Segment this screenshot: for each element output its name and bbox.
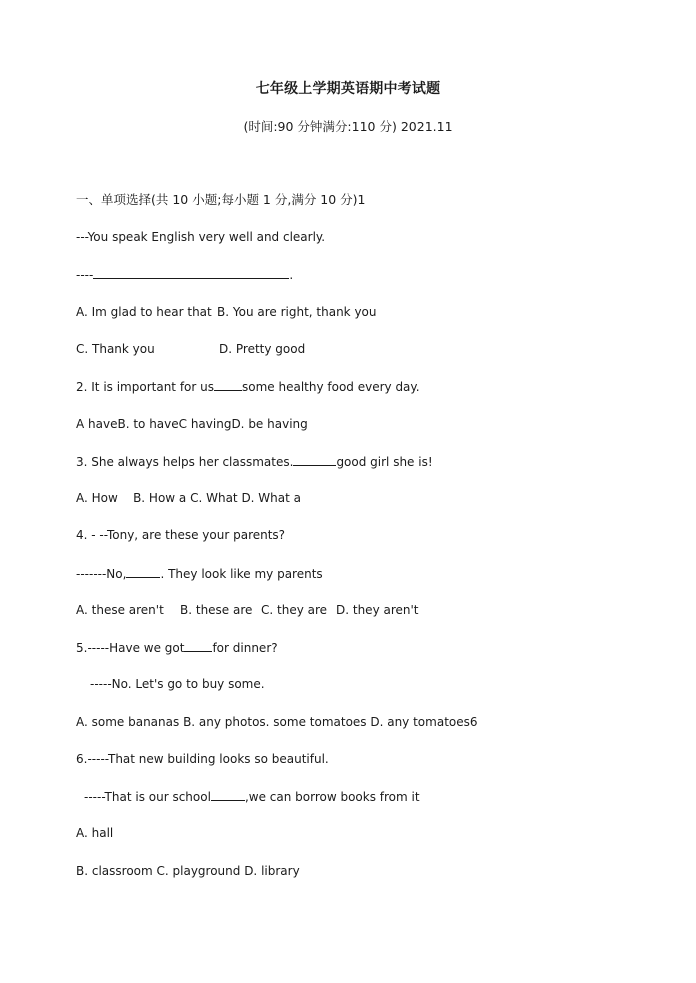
q5-stem xyxy=(76,639,278,656)
q3-stem-after: good girl she is! xyxy=(336,455,433,469)
q5-answer-blank xyxy=(184,639,212,652)
q4-stem: 4. - --Tony, are these your parents? xyxy=(76,528,286,542)
q1-option-a: A. Im glad to hear that xyxy=(76,305,212,319)
q1-response-line xyxy=(76,266,293,283)
q2-stem-after: some healthy food every day. xyxy=(242,380,420,394)
q1-option-b: B. You are right, thank you xyxy=(217,305,377,319)
q4-response-after: . They look like my parents xyxy=(160,567,323,581)
q6-response-before: -----That is our school xyxy=(84,790,211,804)
q3-options: A. How B. How a C. What D. What a xyxy=(76,491,302,505)
q3-stem-before: 3. She always helps her classmates. xyxy=(76,455,294,469)
q1-option-c: C. Thank you xyxy=(76,342,155,356)
q1-options-row1 xyxy=(76,304,377,320)
q4-options xyxy=(76,602,419,618)
section-heading: 一、单项选择(共 10 小题;每小题 1 分,满分 10 分)1 xyxy=(76,192,366,207)
q4-option-a: A. these aren't xyxy=(76,603,164,617)
q1-answer-blank xyxy=(93,266,289,279)
q2-stem-before: 2. It is important for us xyxy=(76,380,214,394)
q6-options: B. classroom C. playground D. library xyxy=(76,864,300,878)
q1-response-suffix: . xyxy=(289,268,294,282)
q5-options: A. some bananas B. any photos. some tomatoes D. any tomatoes6 xyxy=(76,715,478,729)
q4-response xyxy=(76,565,323,582)
exam-title: 七年级上学期英语期中考试题 xyxy=(255,81,441,97)
q5-stem-before: 5.-----Have we got xyxy=(76,641,185,655)
q2-stem xyxy=(76,378,420,395)
q4-answer-blank xyxy=(126,565,160,578)
q4-option-c: C. they are xyxy=(261,603,328,617)
q1-options-row2 xyxy=(76,341,305,357)
q2-answer-blank xyxy=(214,378,242,391)
q1-stem: ---You speak English very well and clearly. xyxy=(76,230,326,244)
q5-response: -----No. Let's go to buy some. xyxy=(90,677,265,691)
q4-response-before: -------No, xyxy=(76,567,127,581)
q2-options: A haveB. to haveC havingD. be having xyxy=(76,417,308,431)
q6-response xyxy=(84,788,420,805)
exam-subtitle: (时间:90 分钟满分:110 分) 2021.11 xyxy=(243,119,453,134)
q4-option-b: B. these are xyxy=(180,603,253,617)
q6-answer-blank xyxy=(211,788,245,801)
q1-option-d: D. Pretty good xyxy=(219,342,306,356)
q3-answer-blank xyxy=(293,453,336,466)
q6-response-after: ,we can borrow books from it xyxy=(244,790,420,804)
q1-response-prefix: ---- xyxy=(76,268,94,282)
q6-option-a: A. hall xyxy=(76,826,114,840)
q6-stem: 6.-----That new building looks so beautiful. xyxy=(76,752,329,766)
q5-stem-after: for dinner? xyxy=(212,641,278,655)
q4-option-d: D. they aren't xyxy=(336,603,419,617)
q3-stem xyxy=(76,453,433,470)
